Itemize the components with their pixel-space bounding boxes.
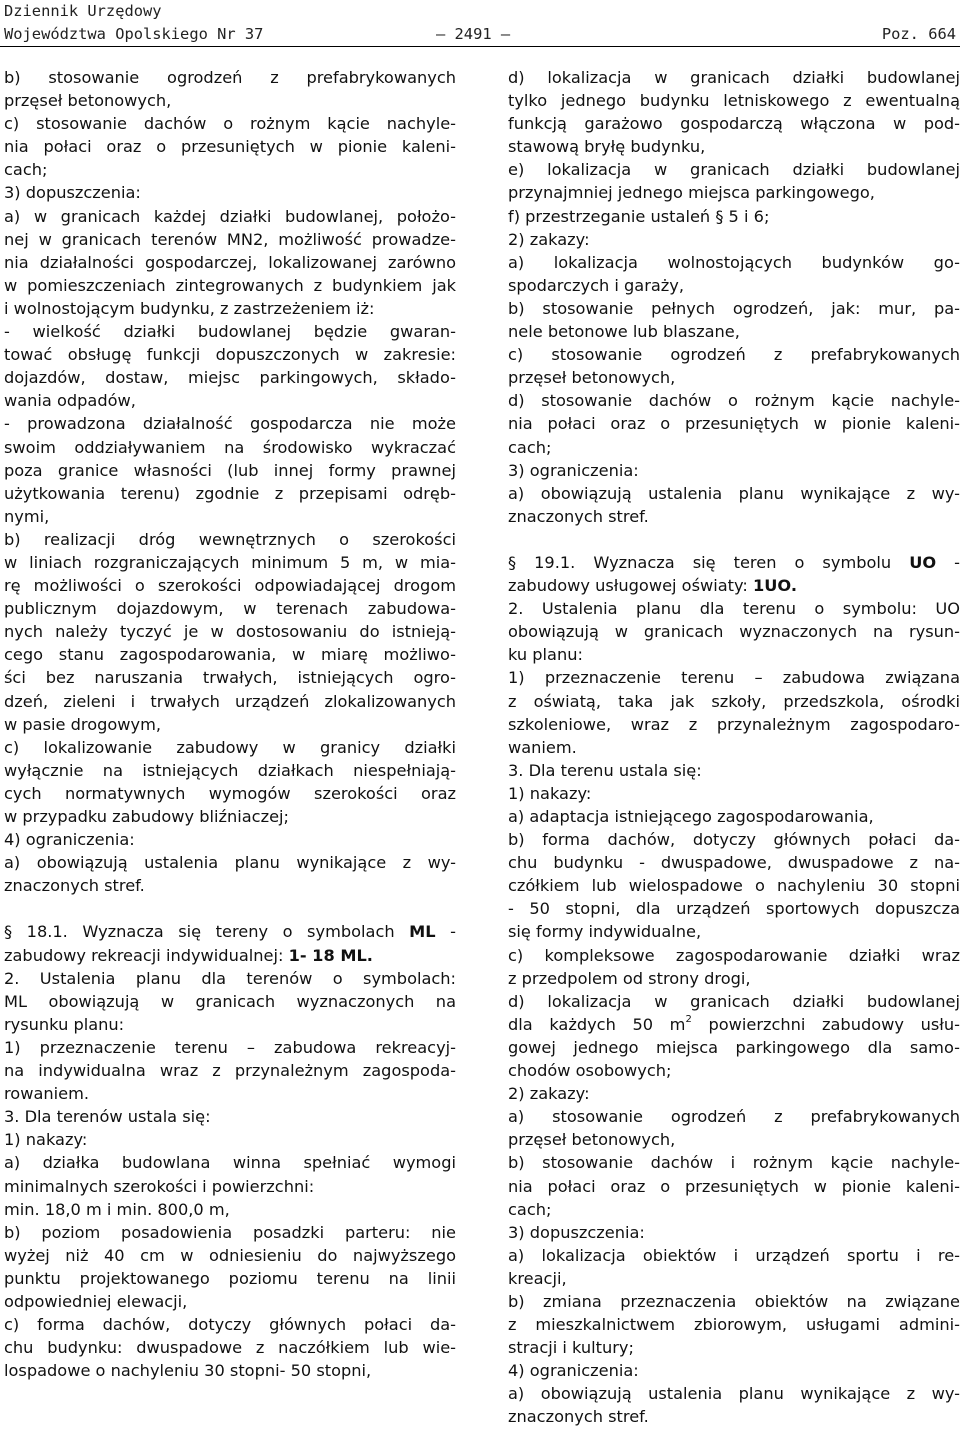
text-line: - 50 stopni, dla urządzeń sportowych dopuszcza [508,899,960,919]
text-line: nia połaci oraz o przesuniętych w pionie kaleni- [508,414,960,434]
text-line: stracji i kultury; [508,1338,634,1358]
page-number: – 2491 – [436,25,511,43]
text-line: ML obowiązują w granicach wyznaczonych na [4,991,456,1011]
text-line: § 18.1. Wyznacza się tereny o symbolach ML - [4,922,456,942]
text-line: § 19.1. Wyznacza się teren o symbolu UO - [508,552,960,572]
text-line: a) lokalizacja wolnostojących budynków go- [508,252,960,272]
text-line: c) forma dachów, dotyczy głównych połaci da- [4,1315,456,1335]
text-line: stawową bryłę budynku, [508,137,706,157]
text-line: cach; [508,1199,552,1219]
text-line: 2. Ustalenia planu dla terenów o symbolach: [4,968,456,988]
text-line: nia połaci oraz o przesuniętych w pionie kaleni- [508,1176,960,1196]
text-line: a) obowiązują ustalenia planu wynikające z wy- [508,483,960,503]
header-divider [0,46,960,47]
text-line: tować obsługę funkcji dopuszczonych w zakresie: [4,345,456,365]
text-line: spodarczych i garaży, [508,275,685,295]
text-line: 3) ograniczenia: [508,460,639,480]
text-line: 1) przeznaczenie terenu – zabudowa związana [508,668,960,688]
text-line: w przypadku zabudowy bliźniaczej; [4,807,289,826]
text-line: przęseł betonowych, [4,91,172,111]
text-line: c) stosowanie dachów o rożnym kącie nachyle- [4,114,456,134]
text-line: przęseł betonowych, [508,368,676,388]
text-line: 4) ograniczenia: [4,830,135,850]
text-line: zabudowy rekreacji indywidualnej: 1- 18 ML. [4,945,373,965]
text-line: lospadowe o nachyleniu 30 stopni- 50 stopni, [4,1361,372,1381]
position-number: Poz. 664 [881,25,956,43]
text-line: a) lokalizacja obiektów i urządzeń sportu i re- [508,1245,960,1265]
text-line: d) stosowanie dachów o rożnym kącie nachyle- [508,391,960,411]
header-row-2 [4,23,956,46]
text-line: minimalnych szerokości i powierzchni: [4,1176,315,1196]
text-line: chu budynku: dwuspadowe z naczółkiem lub wie- [4,1338,456,1358]
text-line: wyłącznie na istniejących działkach niespełniają- [4,760,456,780]
paragraph-gap [4,897,456,920]
text-line: cych normatywnych wymogów szerokości oraz [4,783,456,803]
paragraph-gap [508,528,960,551]
text-line: b) poziom posadowienia posadzki parteru: nie [4,1222,456,1242]
text-line: b) stosowanie ogrodzeń z prefabrykowanych [4,68,456,87]
text-line: nia połaci oraz o przesuniętych w pionie kaleni- [4,137,456,157]
text-line: i wolnostojącym budynku, z zastrzeżeniem iż: [4,298,375,318]
text-line: f) przestrzeganie ustaleń § 5 i 6; [508,206,770,226]
text-line: a) obowiązują ustalenia planu wynikające z wy- [4,853,456,873]
header-row-1 [4,0,956,23]
text-line: d) lokalizacja w granicach działki budowlanej [508,68,960,87]
right-column [508,66,960,1429]
text-line: c) lokalizowanie zabudowy w granicy działki [4,737,456,757]
text-line: b) stosowanie dachów i rożnym kącie nachyle- [508,1153,960,1173]
text-line: c) stosowanie ogrodzeń z prefabrykowanych [508,345,960,365]
text-line: chu budynku - dwuspadowe, dwuspadowe z na- [508,853,960,873]
text-line: wania odpadów, [4,391,136,411]
text-line: punktu projektowanego poziomu terenu na linii [4,1268,456,1288]
text-line: dojazdów, dostaw, miejsc parkingowych, składo- [4,368,456,388]
text-line: wyżej niż 40 cm w odniesieniu do najwyższego [4,1245,456,1265]
text-line: rę możliwości o szerokości odpowiadającej drogom [4,576,456,596]
text-line: d) lokalizacja w granicach działki budowlanej [508,991,960,1011]
text-line: cach; [4,160,48,180]
text-line: b) zmiana przeznaczenia obiektów na związane [508,1291,960,1311]
text-line: 3. Dla terenu ustala się: [508,760,702,780]
text-line: 2) zakazy: [508,1084,590,1104]
text-line: 3) dopuszczenia: [508,1222,645,1242]
text-line: ści bez naruszania trwałych, istniejących ogro- [4,668,456,688]
text-line: swoim oddziaływaniem na środowisko wykraczać [4,437,456,457]
text-line: znaczonych stref. [4,876,145,896]
text-line: ku planu: [508,645,583,665]
text-line: się formy indywidualne, [508,922,702,942]
text-line: c) kompleksowe zagospodarowanie działki wraz [508,945,960,965]
text-line: z oświatą, taka jak szkoły, przedszkola, ośrodki [508,691,960,711]
left-column [4,66,456,1382]
text-line: z mieszkalnictwem zbiorowym, usługami admini- [508,1315,960,1335]
text-line: b) realizacji dróg wewnętrznych o szerokości [4,529,456,549]
text-line: a) stosowanie ogrodzeń z prefabrykowanych [508,1107,960,1127]
text-line: nele betonowe lub blaszane, [508,322,740,342]
page-header [4,0,956,46]
text-line: na indywidualna wraz z przynależnym zagospoda- [4,1061,456,1081]
text-line: odpowiedniej elewacji, [4,1291,188,1311]
text-line: 3) dopuszczenia: [4,183,141,203]
text-line: zabudowy usługowej oświaty: 1UO. [508,576,797,596]
text-line: - wielkość działki budowlanej będzie gwaran- [4,322,456,342]
text-line: a) obowiązują ustalenia planu wynikające z wy- [508,1384,960,1404]
text-line: w pomieszczeniach zintegrowanych z budynkiem jak [4,275,456,295]
text-line: b) stosowanie pełnych ogrodzeń, jak: mur, pa- [508,298,960,318]
text-line: tylko jednego budynku letniskowego z ewentualną [508,91,960,111]
text-line: publicznym dojazdowym, w terenach zabudowa- [4,599,456,619]
text-line: rowaniem. [4,1084,89,1104]
text-line: przynajmniej jednego miejsca parkingowego, [508,183,875,203]
text-line: nymi, [4,506,50,526]
text-line: chodów osobowych; [508,1061,672,1081]
text-line: b) forma dachów, dotyczy głównych połaci da- [508,830,960,850]
text-line: a) adaptacja istniejącego zagospodarowania, [508,807,874,826]
text-line: cach; [508,437,552,457]
text-line: w liniach rozgraniczających minimum 5 m, w mia- [4,552,456,572]
text-line: czółkiem lub wielospadowe o nachyleniu 30 stopni [508,876,960,896]
text-line: 4) ograniczenia: [508,1361,639,1381]
text-line: nia działalności gospodarczej, lokalizowanej zarówno [4,252,456,272]
text-line: dla każdych 50 $m^2$ powierzchni zabudowy usłu- [508,1014,960,1034]
text-line: e) lokalizacja w granicach działki budowlanej [508,160,960,180]
text-line: cego stanu zagospodarowania, w miarę możliwo- [4,645,456,665]
text-line: 1) nakazy: [508,783,592,803]
text-line: w pasie drogowym, [4,714,162,734]
text-line: nej w granicach terenów MN2, możliwość prowadze- [4,229,456,249]
text-line: a) działka budowlana winna spełniać wymogi [4,1153,456,1173]
text-line: min. 18,0 m i min. 800,0 m, [4,1199,230,1219]
text-line: a) w granicach każdej działki budowlanej, położo- [4,206,456,226]
journal-title: Dziennik Urzędowy [4,2,162,20]
text-line: gowej jednego miejsca parkingowego dla samo- [508,1037,960,1057]
text-line: znaczonych stref. [508,506,649,526]
voivodeship-issue: Województwa Opolskiego Nr 37 [4,25,264,43]
text-line: przęseł betonowych, [508,1130,676,1150]
text-line: szkoleniowe, wraz z przynależnym zagospodaro- [508,714,960,734]
text-line: funkcją garażowo gospodarczą włączona w pod- [508,114,960,134]
text-line: kreacji, [508,1268,567,1288]
text-line: obowiązują w granicach wyznaczonych na rysun- [508,622,960,642]
text-line: rysunku planu: [4,1014,125,1034]
text-line: użytkowania terenu) zgodnie z przepisami odręb- [4,483,456,503]
text-line: 2. Ustalenia planu dla terenu o symbolu: UO [508,599,960,619]
text-line: 1) przeznaczenie terenu – zabudowa rekreacyj- [4,1037,456,1057]
text-line: - prowadzona działalność gospodarcza nie może [4,414,456,434]
text-line: znaczonych stref. [508,1407,649,1427]
text-line: z przedpolem od strony drogi, [508,968,751,988]
text-line: 3. Dla terenów ustala się: [4,1107,211,1127]
text-line: dzeń, zieleni i trwałych urządzeń zlokalizowanych [4,691,456,711]
text-line: 2) zakazy: [508,229,590,249]
text-line: waniem. [508,737,577,757]
text-line: 1) nakazy: [4,1130,88,1150]
text-line: poza granice własności (lub innej formy prawnej [4,460,456,480]
text-line: nych należy tyczyć je w dostosowaniu do istnieją- [4,622,456,642]
